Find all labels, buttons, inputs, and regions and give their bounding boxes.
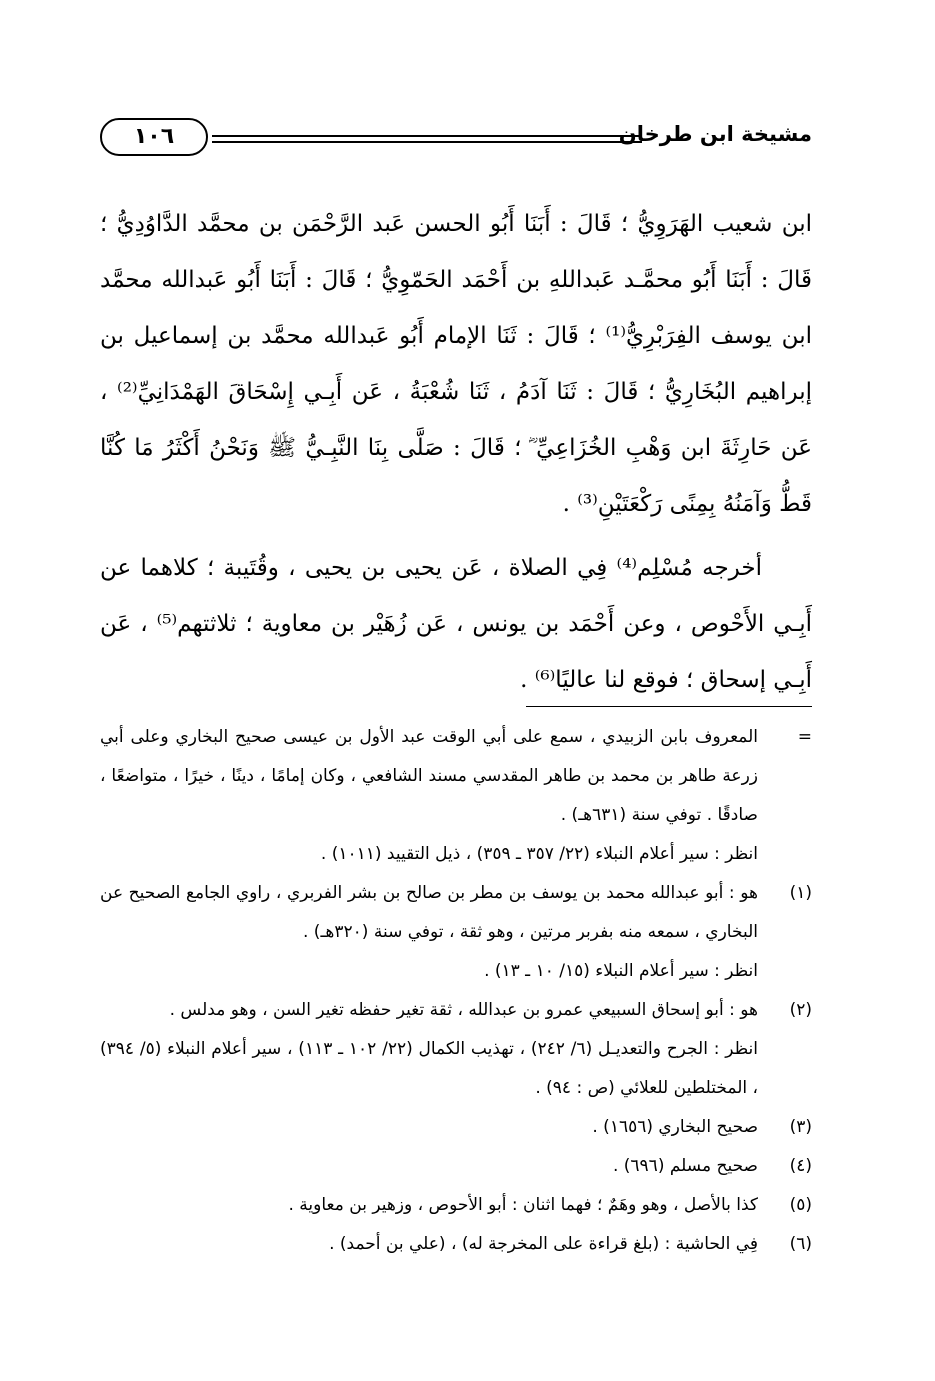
footnote-mark: (٣)	[789, 1117, 812, 1137]
footnote-2	[100, 991, 812, 1108]
footnote-line: هو : أبو عبدالله محمد بن يوسف بن مطر بن صالح بن بشر الفربري ، راوي الجامع الصحيح عن البخاري ، سمعه منه بفربر مرتين ، وهو ثقة ، توفي سنة (٣٢٠هـ) .	[100, 883, 758, 942]
footnote-line: هو : أبو إسحاق السبيعي عمرو بن عبدالله ، ثقة تغير حفظه تغير السن ، وهو مدلس .	[169, 1000, 758, 1020]
footnote-mark: (٢)	[789, 1000, 812, 1020]
footnote-mark: (١)	[789, 883, 812, 903]
footnote-body	[100, 718, 758, 874]
footnotes	[100, 718, 812, 1264]
footnote-line: انظر : سير أعلام النبلاء (١٥/ ١٠ ـ ١٣) .	[484, 961, 758, 981]
footnote-4	[100, 1147, 812, 1186]
running-title: مشيخة ابن طرخان	[618, 122, 812, 146]
footnote-1	[100, 874, 812, 991]
footnote-body	[100, 1108, 758, 1147]
footnote-line: كذا بالأصل ، وهو وهَمٌ ؛ فهما اثنان : أبو الأحوص ، وزهير بن معاوية .	[288, 1195, 758, 1215]
footnote-line: صحيح البخاري (١٦٥٦) .	[592, 1117, 758, 1137]
footnote-line: انظر : سير أعلام النبلاء (٢٢/ ٣٥٧ ـ ٣٥٩) ، ذيل التقييد (١٠١١) .	[320, 844, 758, 864]
footnote-line: المعروف بابن الزبيدي ، سمع على أبي الوقت عبد الأول بن عيسى صحيح البخاري وعلى أبي زرعة طاهر بن محمد بن طاهر المقدسي مسند الشافعي ، وكان إمامًا ، دينًا ، خيرًا ، متواضعًا ، صادقًا . توفي سنة (٦٣١هـ) .	[100, 727, 758, 825]
footnote-mark: (٤)	[789, 1156, 812, 1176]
page-number: ١٠٦	[100, 118, 208, 156]
footnote-mark: (٦)	[789, 1234, 812, 1254]
header-double-rule	[212, 135, 642, 143]
footnote-mark: =	[797, 727, 812, 747]
footnote-continued	[100, 718, 812, 874]
page-header	[100, 118, 812, 164]
footnote-line: فِي الحاشية : (بلغ قراءة على المخرجة له) ، (علي بن أحمد) .	[329, 1234, 758, 1254]
footnote-body	[100, 1147, 758, 1186]
footnote-line: انظر : الجرح والتعديـل (٦/ ٢٤٢) ، تهذيب الكمال (٢٢/ ١٠٢ ـ ١١٣) ، سير أعلام النبلاء (٥/ ٣٩٤) ، المختلطين للعلائي (ص : ٩٤) .	[100, 1039, 758, 1098]
footnote-line: صحيح مسلم (٦٩٦) .	[612, 1156, 758, 1176]
footnote-separator	[526, 706, 812, 707]
footnote-mark: (٥)	[789, 1195, 812, 1215]
footnote-6	[100, 1225, 812, 1264]
footnote-body	[100, 1186, 758, 1225]
isnad-paragraph: ابن شعيب الهَرَوِيُّ ؛ قَالَ : أَبَنَا أَبُو الحسن عَبد الرَّحْمَن بن محمَّد الدَّاوُدِيُّ ؛ قَالَ : أَبَنَا أَبُو محمَّـد عَبداللهِ بن أَحْمَد الحَمّوِيُّ ؛ قَالَ : أَبَنَا أَبُو عَبدالله محمَّد ابن يوسف الفِرَبْرِيُّ⁽¹⁾ ؛ قَالَ : ثَنَا الإمام أَبُو عَبدالله محمَّد بن إسماعيل بن إبراهيم البُخَارِيُّ ؛ قَالَ : ثَنَا آدَمُ ، ثَنَا شُعْبَةُ ، عَن أَبِـي إِسْحَاقَ الهَمْدَانِيِّ⁽²⁾ ، عَن حَارِثَةَ ابن وَهْبِ الخُزَاعِيِّ ؓ ؛ قَالَ : صَلَّى بِنَا النَّبِـيُّ ﷺ وَنَحْنُ أَكْثَرُ مَا كُنَّا قَطُّ وَآمَنُهُ بِمِنًى رَكْعَتَيْنِ⁽³⁾ .	[100, 211, 812, 517]
footnote-3	[100, 1108, 812, 1147]
footnote-body	[100, 1225, 758, 1264]
footnote-body	[100, 874, 758, 991]
main-text	[100, 196, 812, 708]
footnote-5	[100, 1186, 812, 1225]
takhrij-paragraph: أخرجه مُسْلِم⁽⁴⁾ فِي الصلاة ، عَن يحيى بن يحيى ، وقُتَيبة ؛ كلاهما عن أَبِـي الأَحْوص ، وعن أَحْمَد بن يونس ، عَن زُهَيْر بن معاوية ؛ ثلاثتهم⁽⁵⁾ ، عَن أَبِـي إسحاق ؛ فوقع لنا عاليًا⁽⁶⁾ .	[100, 555, 812, 693]
footnote-body	[100, 991, 758, 1108]
